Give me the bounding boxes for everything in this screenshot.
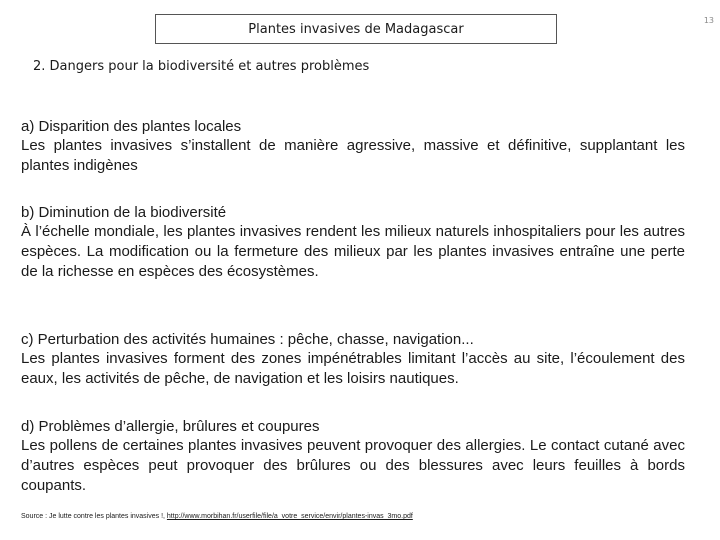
section-d: [21, 417, 685, 496]
section-a-heading: a) Disparition des plantes locales: [21, 118, 242, 135]
source-link[interactable]: http://www.morbihan.fr/userfile/file/a_votre_service/envir/plantes-invas_3mo.pdf: [166, 513, 413, 520]
section-subtitle: 2. Dangers pour la biodiversité et autres problèmes: [33, 59, 370, 74]
section-b: [21, 203, 685, 282]
section-a-body: Les plantes invasives s’installent de manière agressive, massive et définitive, supplantant les plantes indigènes: [21, 137, 685, 174]
section-c-body: Les plantes invasives forment des zones impénétrables limitant l’accès au site, l’écoulement des eaux, les activités de pêche, de navigation et les loisirs nautiques.: [21, 350, 685, 387]
page-number: 13: [703, 16, 714, 25]
section-c-heading: c) Perturbation des activités humaines : pêche, chasse, navigation...: [21, 331, 474, 348]
section-c: [21, 330, 685, 389]
section-b-body: À l’échelle mondiale, les plantes invasives rendent les milieux naturels inhospitaliers pour les autres espèces. La modification ou la fermeture des milieux par les plantes invasives entraîne une perte de la richesse en espèces des écosystèmes.: [21, 223, 685, 280]
section-d-heading: d) Problèmes d’allergie, brûlures et coupures: [21, 418, 320, 435]
section-d-body: Les pollens de certaines plantes invasives peuvent provoquer des allergies. Le contact cutané avec d’autres espèces peut provoquer des brûlures ou des blessures avec leurs feuilles à bords coupants.: [21, 437, 685, 494]
slide-title-box: [155, 14, 557, 44]
source-citation: [21, 513, 413, 520]
section-a: [21, 117, 685, 176]
source-prefix: Source : Je lutte contre les plantes invasives !,: [21, 513, 167, 520]
section-b-heading: b) Diminution de la biodiversité: [21, 204, 227, 221]
slide-title: Plantes invasives de Madagascar: [248, 21, 464, 37]
